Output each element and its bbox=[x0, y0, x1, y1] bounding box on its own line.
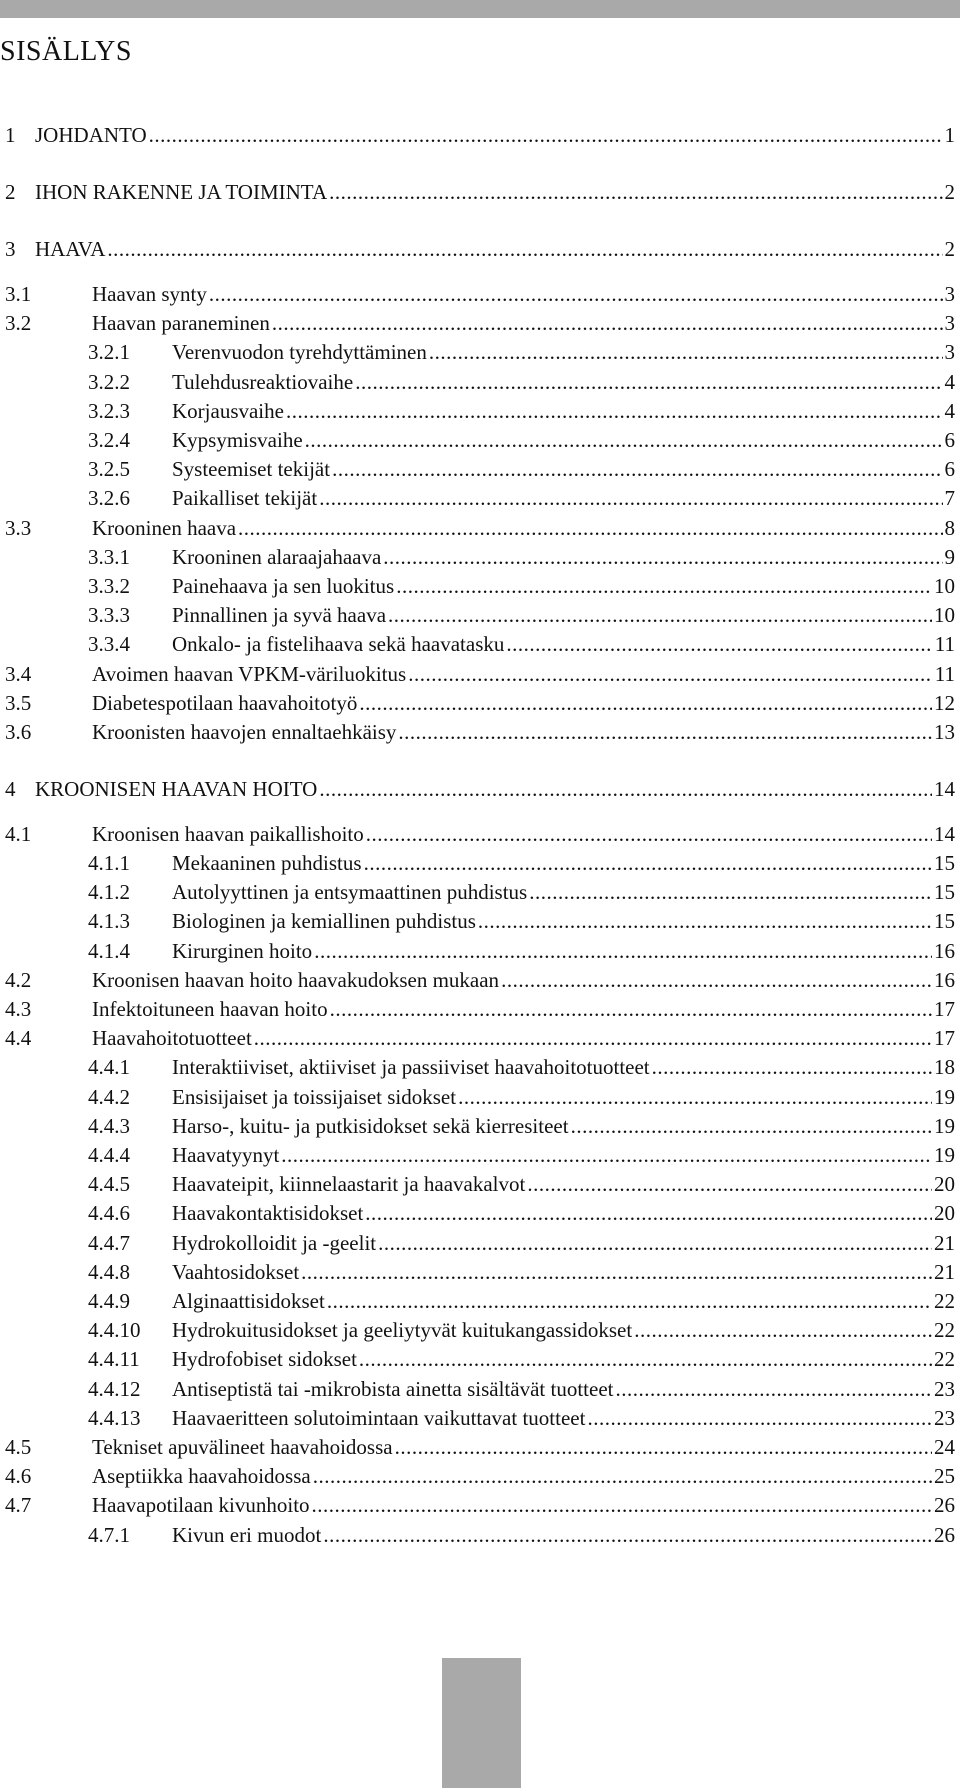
toc-dot-leader bbox=[458, 1082, 932, 1112]
toc-entry[interactable] bbox=[88, 1169, 955, 1199]
toc-entry-page: 15 bbox=[934, 909, 955, 934]
toc-dot-leader bbox=[364, 848, 932, 878]
toc-entry-title: Aseptiikka haavahoidossa bbox=[92, 1464, 311, 1489]
toc-entry-title: Alginaattisidokset bbox=[172, 1289, 325, 1313]
toc-dot-leader bbox=[529, 877, 932, 907]
toc-entry-number: 3.2.6 bbox=[88, 486, 130, 511]
toc-entry[interactable] bbox=[88, 1052, 955, 1082]
toc-entry[interactable] bbox=[88, 1344, 955, 1374]
toc-dot-leader bbox=[330, 994, 932, 1024]
toc-entry[interactable] bbox=[88, 425, 955, 455]
toc-entry[interactable] bbox=[88, 1257, 955, 1287]
toc-entry-title: Haavatyynyt bbox=[172, 1143, 280, 1167]
toc-entry-title: Onkalo- ja fistelihaava sekä haavatasku bbox=[172, 632, 505, 657]
toc-entry-number: 3.3.2 bbox=[88, 574, 130, 598]
toc-entry-page: 13 bbox=[934, 720, 955, 744]
toc-entry-number: 4.1.1 bbox=[88, 851, 130, 875]
toc-dot-leader bbox=[359, 688, 932, 718]
toc-entry-page: 22 bbox=[934, 1318, 955, 1343]
toc-entry-title: Haavan synty bbox=[92, 282, 207, 306]
toc-entry-number: 3.3.3 bbox=[88, 603, 130, 628]
toc-entry-title: Vaahtosidokset bbox=[172, 1259, 300, 1284]
toc-entry-page: 15 bbox=[934, 880, 955, 905]
toc-entry[interactable] bbox=[5, 279, 955, 309]
toc-entry[interactable] bbox=[88, 1140, 955, 1170]
toc-entry-number: 3.3 bbox=[5, 515, 32, 540]
toc-entry[interactable] bbox=[88, 906, 955, 936]
toc-entry-title: Tulehdusreaktiovaihe bbox=[172, 369, 354, 394]
toc-entry-page: 9 bbox=[944, 544, 955, 569]
toc-entry-number: 4.4.6 bbox=[88, 1201, 130, 1226]
toc-entry-number: 4.4.2 bbox=[88, 1084, 130, 1109]
toc-entry[interactable] bbox=[5, 1461, 955, 1491]
toc-entry-title: Mekaaninen puhdistus bbox=[172, 851, 362, 875]
toc-dot-leader bbox=[332, 454, 942, 484]
toc-entry-number: 4.4.8 bbox=[88, 1259, 130, 1284]
toc-entry-title: Harso-, kuitu- ja putkisidokset sekä kierresiteet bbox=[172, 1113, 569, 1138]
toc-entry-page: 7 bbox=[944, 486, 955, 511]
toc-entry-number: 4.4.10 bbox=[88, 1318, 141, 1343]
toc-entry-page: 15 bbox=[934, 851, 955, 875]
toc-entry-title: Ensisijaiset ja toissijaiset sidokset bbox=[172, 1084, 457, 1109]
toc-entry-title: Kroonisen haavan paikallishoito bbox=[92, 821, 364, 846]
toc-dot-leader bbox=[313, 1461, 932, 1491]
toc-entry-number: 3.2.1 bbox=[88, 340, 130, 365]
toc-entry[interactable] bbox=[88, 1374, 955, 1404]
toc-entry-page: 19 bbox=[934, 1084, 955, 1109]
toc-entry[interactable] bbox=[88, 629, 955, 659]
toc-entry-number: 4.4.3 bbox=[88, 1113, 130, 1138]
toc-entry-title: Haavahoitotuotteet bbox=[92, 1026, 252, 1051]
toc-dot-leader bbox=[398, 717, 932, 747]
toc-dot-leader bbox=[272, 308, 943, 338]
toc-entry-title: IHON RAKENNE JA TOIMINTA bbox=[35, 180, 328, 205]
toc-entry-page: 26 bbox=[934, 1493, 955, 1518]
toc-dot-leader bbox=[587, 1403, 932, 1433]
toc-entry-page: 22 bbox=[934, 1347, 955, 1372]
toc-entry-title: Biologinen ja kemiallinen puhdistus bbox=[172, 909, 476, 934]
toc-entry-number: 4.1.2 bbox=[88, 880, 130, 905]
toc-entry-number: 4 bbox=[5, 777, 16, 802]
page-title: SISÄLLYS bbox=[0, 36, 132, 67]
toc-entry-page: 20 bbox=[934, 1201, 955, 1226]
toc-dot-leader bbox=[478, 906, 932, 936]
toc-dot-leader bbox=[366, 819, 932, 849]
toc-entry-number: 4.1.4 bbox=[88, 938, 130, 963]
toc-entry-number: 4.5 bbox=[5, 1435, 32, 1459]
toc-entry-title: Diabetespotilaan haavahoitotyö bbox=[92, 690, 358, 715]
toc-entry-page: 19 bbox=[934, 1143, 955, 1167]
toc-entry[interactable] bbox=[88, 1198, 955, 1228]
toc-dot-leader bbox=[408, 659, 933, 689]
toc-dot-leader bbox=[301, 1257, 932, 1287]
toc-dot-leader bbox=[355, 367, 942, 397]
toc-dot-leader bbox=[359, 1344, 932, 1374]
toc-entry-number: 1 bbox=[5, 123, 16, 147]
toc-entry-number: 3.2.4 bbox=[88, 428, 130, 452]
toc-dot-leader bbox=[323, 1520, 932, 1550]
toc-entry-title: Haavakontaktisidokset bbox=[172, 1201, 364, 1226]
toc-entry-title: Haavaeritteen solutoimintaan vaikuttavat tuotteet bbox=[172, 1405, 586, 1430]
toc-entry-number: 3.2.5 bbox=[88, 457, 130, 482]
toc-entry-page: 11 bbox=[934, 632, 955, 657]
toc-entry-title: Kirurginen hoito bbox=[172, 938, 313, 963]
toc-entry-page: 3 bbox=[944, 311, 955, 336]
toc-entry-page: 26 bbox=[934, 1522, 955, 1547]
toc-entry-number: 3 bbox=[5, 237, 16, 262]
toc-dot-leader bbox=[149, 120, 943, 150]
toc-dot-leader bbox=[429, 337, 943, 367]
toc-entry-title: Kypsymisvaihe bbox=[172, 428, 303, 452]
toc-dot-leader bbox=[209, 279, 943, 309]
toc-entry-page: 16 bbox=[934, 967, 955, 992]
toc-entry-number: 4.4.4 bbox=[88, 1143, 130, 1167]
toc-dot-leader bbox=[383, 542, 942, 572]
toc-entry-page: 4 bbox=[944, 369, 955, 394]
toc-entry-page: 21 bbox=[934, 1230, 955, 1255]
toc-entry-title: Systeemiset tekijät bbox=[172, 457, 331, 482]
toc-dot-leader bbox=[107, 234, 942, 264]
toc-entry[interactable] bbox=[88, 600, 955, 630]
toc-entry[interactable] bbox=[5, 1432, 955, 1462]
toc-entry[interactable] bbox=[88, 1228, 955, 1258]
toc-entry-page: 8 bbox=[944, 515, 955, 540]
toc-entry-number: 4.4.11 bbox=[88, 1347, 140, 1372]
toc-entry-number: 4.4.5 bbox=[88, 1172, 130, 1197]
toc-dot-leader bbox=[327, 1286, 932, 1316]
toc-entry-number: 3.2.2 bbox=[88, 369, 130, 394]
toc-entry[interactable] bbox=[88, 454, 955, 484]
toc-entry-title: Pinnallinen ja syvä haava bbox=[172, 603, 387, 628]
toc-entry[interactable] bbox=[88, 542, 955, 572]
toc-entry-title: Hydrokolloidit ja -geelit bbox=[172, 1230, 377, 1255]
toc-entry-page: 12 bbox=[934, 690, 955, 715]
toc-entry[interactable] bbox=[5, 120, 955, 150]
toc-dot-leader bbox=[501, 965, 932, 995]
toc-entry-page: 2 bbox=[944, 237, 955, 262]
toc-entry[interactable] bbox=[88, 396, 955, 426]
toc-entry-title: Kivun eri muodot bbox=[172, 1522, 322, 1547]
toc-entry-number: 4.4.13 bbox=[88, 1405, 141, 1430]
toc-dot-leader bbox=[652, 1052, 932, 1082]
toc-entry[interactable] bbox=[5, 1023, 955, 1053]
toc-entry-number: 4.4.7 bbox=[88, 1230, 130, 1255]
toc-dot-leader bbox=[319, 483, 942, 513]
toc-entry-page: 4 bbox=[944, 398, 955, 423]
toc-dot-leader bbox=[634, 1315, 932, 1345]
toc-entry-number: 4.7.1 bbox=[88, 1522, 130, 1547]
toc-entry-title: Tekniset apuvälineet haavahoidossa bbox=[92, 1435, 393, 1459]
toc-entry[interactable] bbox=[5, 1490, 955, 1520]
toc-entry-page: 17 bbox=[934, 997, 955, 1021]
toc-entry-title: Antiseptistä tai -mikrobista ainetta sisältävät tuotteet bbox=[172, 1376, 614, 1401]
toc-entry[interactable] bbox=[88, 1520, 955, 1550]
toc-entry-number: 3.2 bbox=[5, 311, 32, 336]
toc-entry-page: 10 bbox=[934, 603, 955, 628]
toc-entry-page: 6 bbox=[944, 457, 955, 482]
toc-dot-leader bbox=[527, 1169, 932, 1199]
toc-entry[interactable] bbox=[5, 513, 955, 543]
toc-entry-page: 3 bbox=[944, 340, 955, 365]
toc-entry-number: 3.2.3 bbox=[88, 398, 130, 423]
toc-entry-number: 4.4.12 bbox=[88, 1376, 141, 1401]
toc-entry-page: 19 bbox=[934, 1113, 955, 1138]
toc-dot-leader bbox=[378, 1228, 932, 1258]
toc-dot-leader bbox=[329, 177, 942, 207]
toc-entry-page: 16 bbox=[934, 938, 955, 963]
toc-entry-page: 23 bbox=[934, 1376, 955, 1401]
toc-entry-page: 11 bbox=[934, 661, 955, 686]
toc-entry-number: 3.1 bbox=[5, 282, 32, 306]
toc-entry[interactable] bbox=[5, 659, 955, 689]
toc-entry[interactable] bbox=[88, 571, 955, 601]
toc-entry[interactable] bbox=[88, 337, 955, 367]
toc-dot-leader bbox=[286, 396, 943, 426]
toc-entry-title: Infektoituneen haavan hoito bbox=[92, 997, 328, 1021]
toc-entry[interactable] bbox=[5, 717, 955, 747]
toc-entry[interactable] bbox=[5, 177, 955, 207]
toc-dot-leader bbox=[314, 936, 932, 966]
toc-entry[interactable] bbox=[88, 1111, 955, 1141]
toc-entry-title: Krooninen haava bbox=[92, 515, 237, 540]
toc-entry-number: 3.5 bbox=[5, 690, 32, 715]
toc-entry-page: 1 bbox=[944, 123, 955, 147]
toc-entry[interactable] bbox=[5, 994, 955, 1024]
toc-entry-page: 6 bbox=[944, 428, 955, 452]
toc-entry[interactable] bbox=[88, 877, 955, 907]
toc-entry[interactable] bbox=[5, 308, 955, 338]
toc-entry-title: KROONISEN HAAVAN HOITO bbox=[35, 777, 318, 802]
toc-dot-leader bbox=[281, 1140, 932, 1170]
toc-entry-title: Korjausvaihe bbox=[172, 398, 284, 423]
toc-entry-page: 25 bbox=[934, 1464, 955, 1489]
toc-entry-number: 4.3 bbox=[5, 997, 32, 1021]
toc-entry-title: Krooninen alaraajahaava bbox=[172, 544, 382, 569]
toc-dot-leader bbox=[254, 1023, 932, 1053]
toc-entry-page: 22 bbox=[934, 1289, 955, 1313]
toc-entry-number: 4.2 bbox=[5, 967, 32, 992]
toc-entry-page: 20 bbox=[934, 1172, 955, 1197]
toc-entry-title: Autolyyttinen ja entsymaattinen puhdistus bbox=[172, 880, 528, 905]
toc-entry-page: 17 bbox=[934, 1026, 955, 1051]
toc-entry-title: Avoimen haavan VPKM-väriluokitus bbox=[92, 661, 407, 686]
toc-dot-leader bbox=[312, 1490, 932, 1520]
toc-dot-leader bbox=[319, 774, 932, 804]
toc-entry-page: 21 bbox=[934, 1259, 955, 1284]
toc-entry-number: 4.4.9 bbox=[88, 1289, 130, 1313]
toc-entry-number: 4.4 bbox=[5, 1026, 32, 1051]
toc-entry-number: 4.1 bbox=[5, 821, 32, 846]
toc-entry-number: 4.7 bbox=[5, 1493, 32, 1518]
toc-entry-title: JOHDANTO bbox=[35, 123, 147, 147]
toc-entry-page: 3 bbox=[944, 282, 955, 306]
toc-entry-page: 14 bbox=[934, 821, 955, 846]
toc-entry-page: 10 bbox=[934, 574, 955, 598]
toc-entry[interactable] bbox=[88, 1286, 955, 1316]
page-footer-marker bbox=[442, 1658, 521, 1788]
toc-entry-title: Haavateipit, kiinnelaastarit ja haavakalvot bbox=[172, 1172, 526, 1197]
toc-entry[interactable] bbox=[88, 848, 955, 878]
toc-entry-title: Painehaava ja sen luokitus bbox=[172, 574, 395, 598]
toc-entry[interactable] bbox=[5, 819, 955, 849]
toc-entry-page: 14 bbox=[934, 777, 955, 802]
toc-dot-leader bbox=[388, 600, 932, 630]
toc-entry-title: HAAVA bbox=[35, 237, 106, 262]
toc-entry-number: 4.4.1 bbox=[88, 1055, 130, 1080]
toc-dot-leader bbox=[305, 425, 943, 455]
toc-dot-leader bbox=[396, 571, 932, 601]
toc-entry-title: Interaktiiviset, aktiiviset ja passiiviset haavahoitotuotteet bbox=[172, 1055, 650, 1080]
toc-dot-leader bbox=[365, 1198, 932, 1228]
toc-dot-leader bbox=[506, 629, 932, 659]
toc-dot-leader bbox=[615, 1374, 932, 1404]
toc-entry[interactable] bbox=[5, 234, 955, 264]
toc-entry-page: 18 bbox=[934, 1055, 955, 1080]
toc-entry[interactable] bbox=[88, 936, 955, 966]
toc-entry-number: 3.3.1 bbox=[88, 544, 130, 569]
toc-entry[interactable] bbox=[5, 965, 955, 995]
toc-entry[interactable] bbox=[88, 1403, 955, 1433]
toc-entry-number: 2 bbox=[5, 180, 16, 205]
toc-entry-title: Haavan paraneminen bbox=[92, 311, 270, 336]
toc-entry-title: Paikalliset tekijät bbox=[172, 486, 318, 511]
toc-dot-leader bbox=[571, 1111, 932, 1141]
toc-entry-number: 3.4 bbox=[5, 661, 32, 686]
toc-entry-number: 4.6 bbox=[5, 1464, 32, 1489]
toc-entry[interactable] bbox=[88, 1315, 955, 1345]
toc-entry[interactable] bbox=[88, 1082, 955, 1112]
toc-entry-title: Kroonisen haavan hoito haavakudoksen mukaan bbox=[92, 967, 500, 992]
toc-entry[interactable] bbox=[88, 367, 955, 397]
toc-entry-title: Haavapotilaan kivunhoito bbox=[92, 1493, 310, 1518]
toc-dot-leader bbox=[395, 1432, 932, 1462]
toc-entry-number: 3.3.4 bbox=[88, 632, 130, 657]
toc-dot-leader bbox=[238, 513, 942, 543]
toc-entry[interactable] bbox=[5, 688, 955, 718]
toc-entry-page: 2 bbox=[944, 180, 955, 205]
toc-entry[interactable] bbox=[88, 483, 955, 513]
toc-entry[interactable] bbox=[5, 774, 955, 804]
toc-entry-number: 3.6 bbox=[5, 720, 32, 744]
toc-entry-page: 24 bbox=[934, 1435, 955, 1459]
toc-entry-title: Kroonisten haavojen ennaltaehkäisy bbox=[92, 720, 397, 744]
toc-entry-number: 4.1.3 bbox=[88, 909, 130, 934]
toc-entry-title: Hydrokuitusidokset ja geeliytyvät kuitukangassidokset bbox=[172, 1318, 633, 1343]
toc-entry-page: 23 bbox=[934, 1405, 955, 1430]
toc-entry-title: Verenvuodon tyrehdyttäminen bbox=[172, 340, 427, 365]
toc-entry-title: Hydrofobiset sidokset bbox=[172, 1347, 357, 1372]
